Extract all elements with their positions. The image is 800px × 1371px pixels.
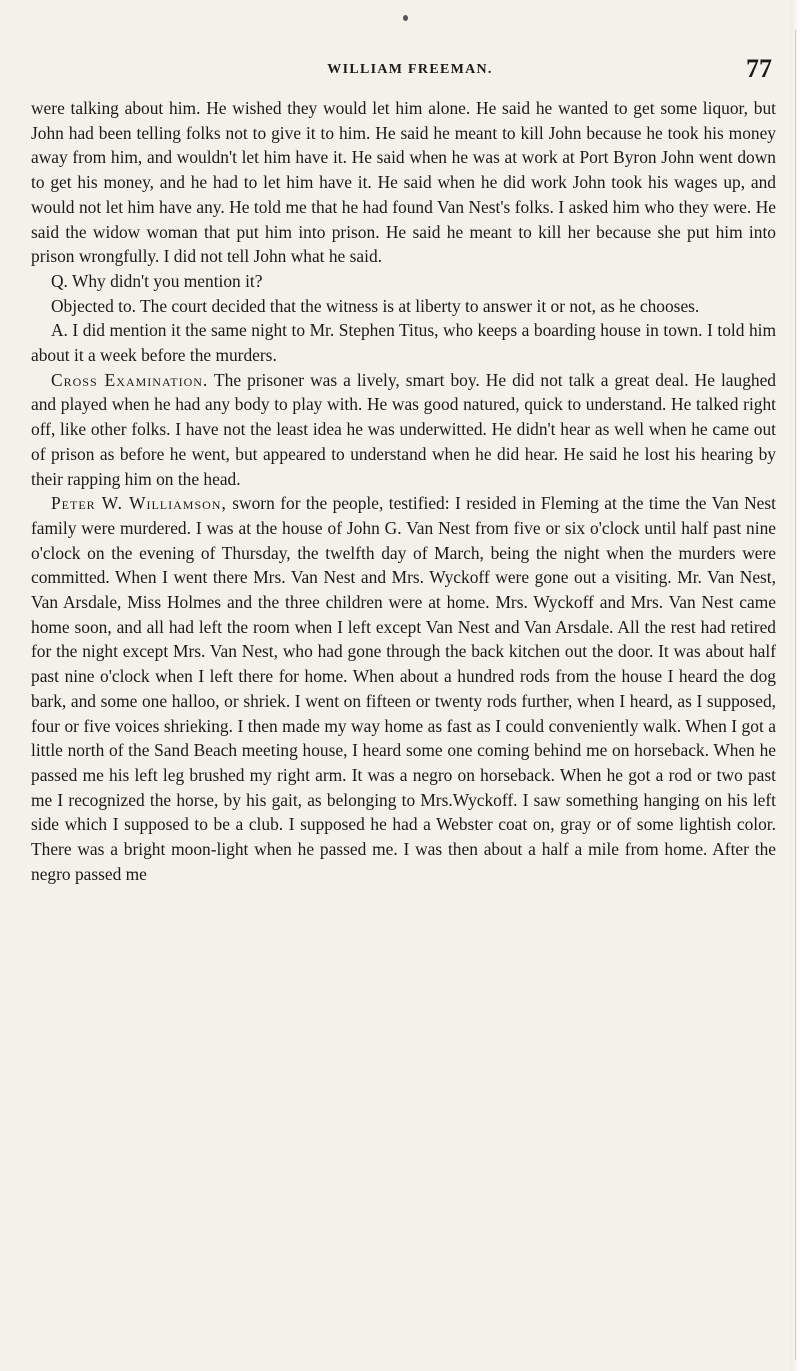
ink-speck <box>403 15 408 21</box>
running-head: WILLIAM FREEMAN. <box>327 62 493 77</box>
paragraph-objection: Objected to. The court decided that the witness is at liberty to answer it or not, as he chooses. <box>51 295 700 316</box>
witness-name: Peter W. Williamson, <box>51 493 227 514</box>
paragraph-williamson-testimony: Peter W. Williamson, sworn for the people, testified: I resided in Fleming at the time the Van Nest family were murdered. I was at the house of John G. Van Nest from five or six o'clock until half past nine o'clock on the evening of Thursday, the twelfth day of March, being the night when the murders were committed. When I went there Mrs. Van Nest and Mrs. Wyckoff were gone out a visiting. Mr. Van Nest, Van Arsdale, Miss Holmes and the three children were at home. Mrs. Wyckoff and Mrs. Van Nest came home soon, and all had left the room when I left except Van Nest and Van Arsdale. All the rest had retired for the night except Mrs. Van Nest, who had gone through the back kitchen out the door. It was about half past nine o'clock when I left there for home. When about a hundred rods from the house I heard the dog bark, and some one halloo, or shriek. I went on fifteen or twenty rods further, when I heard, as I supposed, four or five voices shrieking. I then made my way home as fast as I could conveniently walk. When I got a little north of the Sand Beach meeting house, I heard some one coming behind me on horseback. When he passed me his left leg brushed my right arm. It was a negro on horseback. When he got a rod or two past me I recognized the horse, by his gait, as belonging to Mrs.Wyckoff. I saw something hanging on his left side which I supposed to be a club. I supposed he had a Webster coat on, gray or of some lightish color. There was a bright moon-light when he passed me. I was then about a half a mile from home. After the negro passed me <box>31 493 776 884</box>
page-header <box>40 54 780 100</box>
paragraph-question: Q. Why didn't you mention it? <box>51 270 263 291</box>
paragraph-cross-examination: Cross Examination. The prisoner was a lively, smart boy. He did not talk a great deal. He laughed and played when he had any body to play with. He was good natured, quick to understand. He talked right off, like other folks. I have not the least idea he was underwitted. He didn't hear as well when he came out of prison as before he went, but appeared to understand when he did hear. He said he lost his hearing by their rapping him on the head. <box>31 369 776 489</box>
page-number: 77 <box>746 54 772 83</box>
page-edge-line <box>795 30 796 1360</box>
section-lead: Cross Examination. <box>51 369 209 390</box>
paragraph-continuation: were talking about him. He wished they would let him alone. He said he wanted to get some liquor, but John had been telling folks not to give it to him. He said he meant to kill John because he took his money away from him, and wouldn't let him have it. He said when he was at work at Port Byron John went down to get his money, and he had to let him have it. He said when he did work John took his wages up, and would not let him have any. He told me that he had found Van Nest's folks. I asked him who they were. He said the widow woman that put him into prison. He said he meant to kill her because she put him into prison wrongfully. I did not tell John what he said. <box>31 98 776 267</box>
paragraph-answer: A. I did mention it the same night to Mr. Stephen Titus, who keeps a boarding house in town. I told him about it a week before the murders. <box>31 320 776 366</box>
body-text <box>31 96 776 887</box>
